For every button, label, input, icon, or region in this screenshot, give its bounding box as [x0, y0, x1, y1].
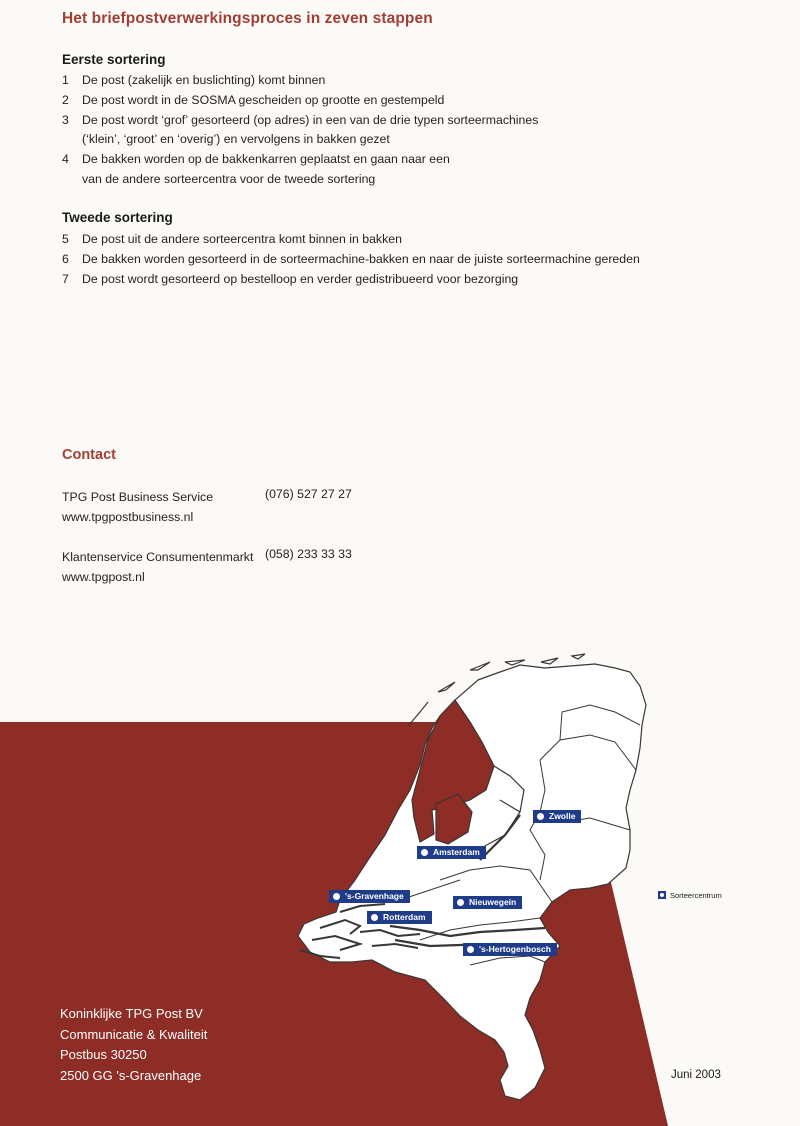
- sorting-center-marker: [333, 893, 340, 900]
- sorting-center-icon: [658, 891, 666, 899]
- city-label-nieuwegein: Nieuwegein: [453, 896, 522, 909]
- sorting-center-marker: [371, 914, 378, 921]
- list-item: [62, 250, 640, 270]
- list-item: [62, 91, 538, 111]
- publication-date: Juni 2003: [671, 1069, 721, 1081]
- step-text: De post wordt ‘grof’ gesorteerd (op adres) in een van de drie typen sorteermachines (‘klein’, ‘groot’ en ‘overig’) en vervolgens in bakken gezet: [82, 112, 539, 147]
- list-item: [62, 111, 538, 151]
- address-line: Koninklijke TPG Post BV: [60, 1006, 203, 1021]
- business-url-link[interactable]: www.tpgpostbusiness.nl: [62, 510, 194, 524]
- step-number: 5: [62, 232, 69, 246]
- business-service-name: TPG Post Business Service: [62, 490, 214, 504]
- city-label-rotterdam: Rotterdam: [367, 911, 432, 924]
- address-line: Postbus 30250: [60, 1047, 147, 1062]
- consumer-phone: (058) 233 33 33: [265, 547, 352, 561]
- address-line: Communicatie & Kwaliteit: [60, 1026, 208, 1042]
- list-item: [62, 150, 538, 190]
- consumer-service-name: Klantenservice Consumentenmarkt: [62, 550, 254, 564]
- step-number: 3: [62, 112, 69, 127]
- city-label-zwolle: Zwolle: [533, 810, 581, 823]
- city-label-den-bosch: 's-Hertogenbosch: [463, 943, 557, 956]
- list-item: [62, 270, 640, 290]
- legend-label: Sorteercentrum: [670, 890, 722, 900]
- step-number: 4: [62, 152, 69, 167]
- map-legend: [658, 890, 722, 900]
- list-item: [62, 71, 538, 91]
- city-label-amsterdam: Amsterdam: [417, 846, 486, 859]
- step-text: De bakken worden gesorteerd in de sorteermachine-bakken en naar de juiste sorteermachine gereden: [82, 251, 640, 266]
- step-text: De post (zakelijk en buslichting) komt binnen: [82, 73, 326, 87]
- page-title: Het briefpostverwerkingsproces in zeven stappen: [62, 10, 433, 27]
- address-line: 2500 GG 's-Gravenhage: [60, 1067, 202, 1083]
- consumer-url-link[interactable]: www.tpgpost.nl: [62, 570, 145, 584]
- first-sorting-list: [62, 71, 538, 190]
- step-number: 1: [62, 73, 69, 87]
- sorting-center-marker: [421, 849, 428, 856]
- step-text: De bakken worden op de bakkenkarren geplaatst en gaan naar een van de andere sorteercentra voor de tweede sortering: [82, 152, 450, 186]
- city-label-den-haag: 's-Gravenhage: [329, 890, 410, 903]
- step-number: 6: [62, 251, 69, 266]
- step-number: 7: [62, 271, 69, 286]
- business-phone: (076) 527 27 27: [265, 487, 352, 501]
- step-text: De post uit de andere sorteercentra komt binnen in bakken: [82, 232, 402, 246]
- list-item: [62, 230, 640, 250]
- second-sorting-heading: Tweede sortering: [62, 210, 173, 225]
- step-number: 2: [62, 92, 69, 107]
- sorting-center-marker: [537, 813, 544, 820]
- sorting-center-marker: [467, 946, 474, 953]
- second-sorting-list: [62, 230, 640, 289]
- first-sorting-heading: Eerste sortering: [62, 52, 166, 67]
- footer-address: [60, 1004, 207, 1086]
- step-text: De post wordt gesorteerd op bestelloop en verder gedistribueerd voor bezorging: [82, 271, 519, 286]
- step-text: De post wordt in de SOSMA gescheiden op grootte en gestempeld: [82, 92, 445, 107]
- sorting-center-marker: [457, 899, 464, 906]
- contact-heading: Contact: [62, 447, 116, 463]
